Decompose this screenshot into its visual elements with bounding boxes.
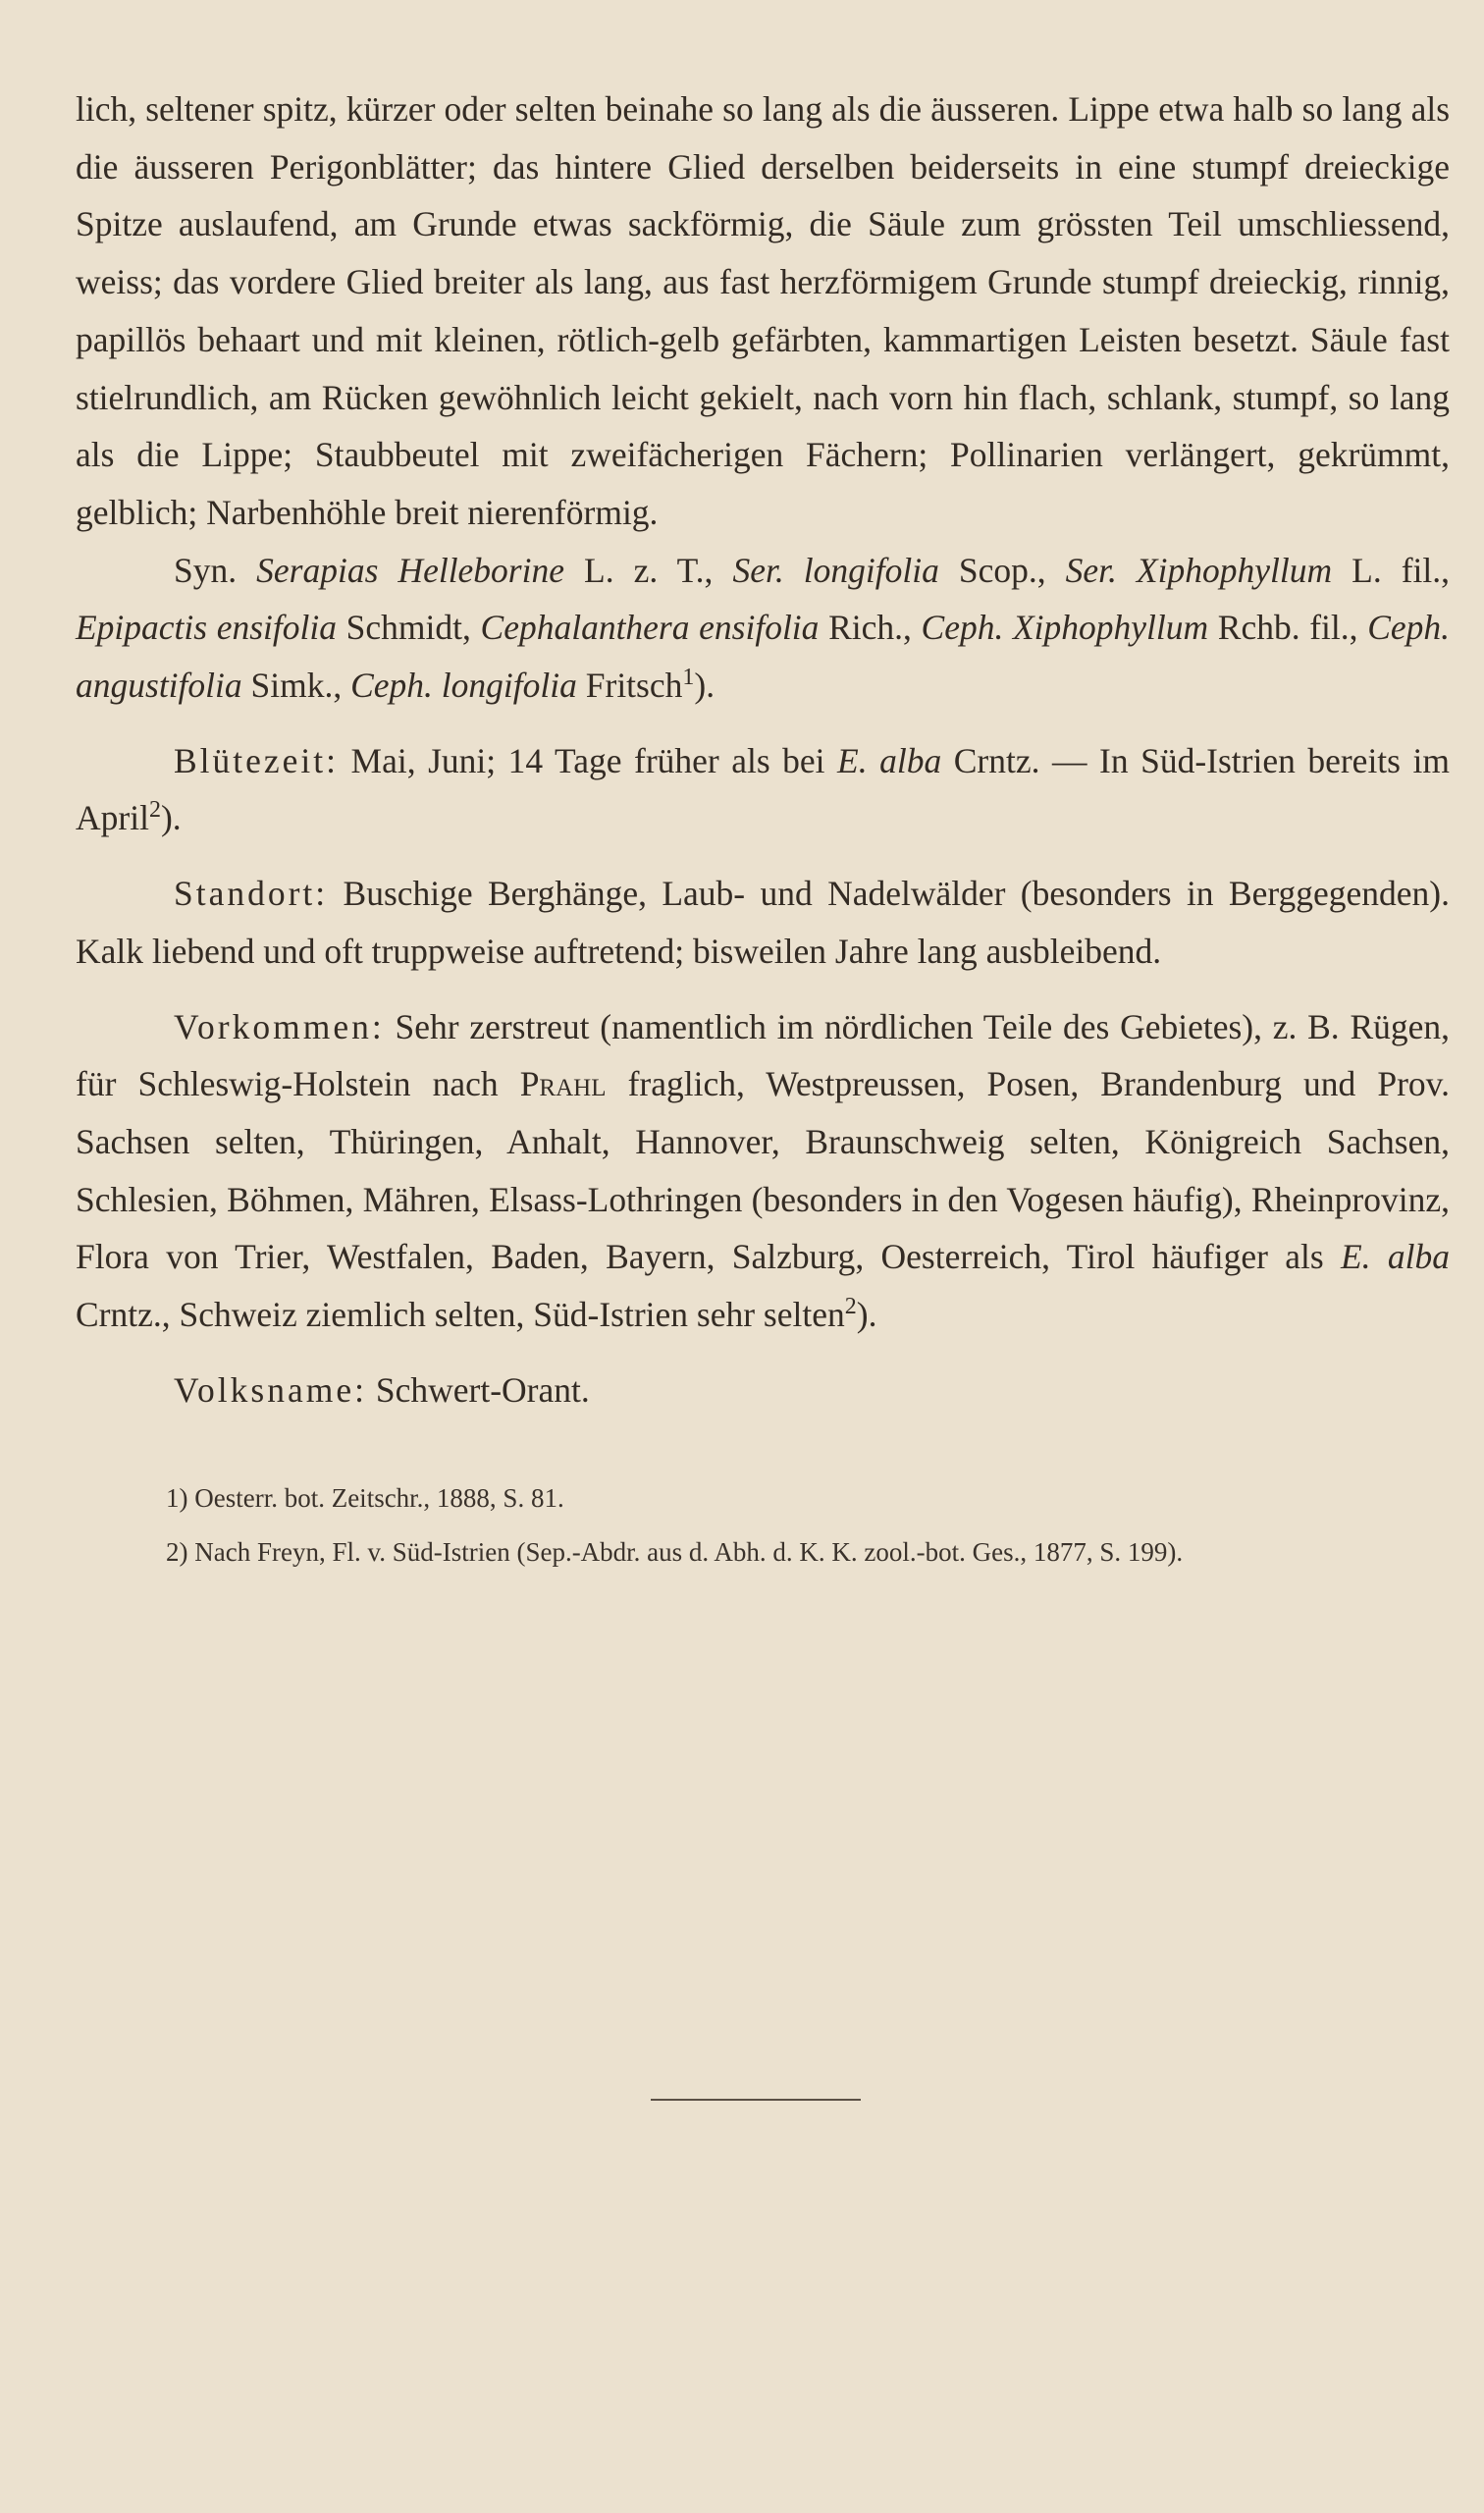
common-name-text: Schwert-Orant. (366, 1369, 590, 1410)
footnote-ref[interactable]: 2 (148, 797, 161, 824)
taxon-name: Ceph. Xiphophyllum (921, 608, 1209, 648)
taxon-name: Ceph. longifolia (350, 666, 577, 706)
taxon-author: Scop., (938, 550, 1066, 590)
synonyms-label: Syn. (174, 550, 238, 590)
footnote-2: 2) Nach Freyn, Fl. v. Süd-Istrien (Sep.-Abdr. aus d. Abh. d. K. K. zool.-bot. Ges., 1877, S. 199). (166, 1537, 1184, 1568)
flowering-label: Blütezeit: (174, 740, 340, 780)
footnote-1: 1) Oesterr. bot. Zeitschr., 1888, S. 81. (166, 1483, 564, 1514)
taxon-author: Rich., (819, 608, 922, 648)
habitat-label: Standort: (174, 874, 329, 914)
author-name: Prahl (519, 1064, 607, 1104)
flowering-paragraph (76, 732, 1450, 847)
footnote-ref[interactable]: 2 (844, 1294, 857, 1320)
taxon-author: L. fil., (1332, 550, 1451, 590)
description-line-1: lich, seltener spitz, kürzer oder selten beinahe so lang als die äusseren. (76, 89, 1060, 129)
taxon-author: L. z. T., (564, 550, 733, 590)
distribution-text: fraglich, Westpreussen, Posen, Brandenburg und Prov. Sachsen selten, Thüringen, Anhalt, Hannover, Braunschweig selten, Königreich Sachsen, Schlesien, Böhmen, Mähren, Elsass-Lothringen (besonders in den Vogesen häufig), Rheinprovinz, Flora von Trier, Westfalen, Baden, Bayern, Salzburg, Oesterreich, Tirol häufiger als (76, 1064, 1451, 1277)
taxon-name: Serapias Helleborine (256, 550, 564, 590)
habitat-text: Buschige Berghänge, Laub- und Nadelwälder (besonders in Berggegenden). Kalk liebend und oft truppweise auftretend; bisweilen Jahre lang ausbleibend. (76, 874, 1450, 971)
taxon-name: Ser. longifolia (732, 550, 939, 590)
common-name-paragraph (76, 1362, 1450, 1419)
punctuation: ). (856, 1295, 877, 1335)
common-name-label: Volksname: (174, 1369, 367, 1410)
distribution-label: Vorkommen: (174, 1006, 385, 1046)
description-paragraph (76, 80, 1450, 542)
taxon-author: Fritsch (576, 666, 683, 706)
taxon-name: Cephalanthera ensifolia (480, 608, 820, 648)
closing-rule (651, 2099, 861, 2101)
distribution-paragraph (76, 998, 1450, 1344)
synonyms-paragraph (76, 542, 1450, 715)
footnote-ref[interactable]: 1 (682, 665, 695, 691)
taxon-name: Epipactis ensifolia (76, 608, 338, 648)
description-text: Lippe etwa halb so lang als die äusseren Perigonblätter; das hintere Glied derselben beiderseits in eine stumpf dreieckige Spitze auslaufend, am Grunde etwas sackförmig, die Säule zum grössten Teil umschliessend, weiss; das vordere Glied breiter als lang, aus fast herzförmigem Grunde stumpf dreieckig, rinnig, papillös behaart und mit kleinen, rötlich-gelb gefärbten, kammartigen Leisten besetzt. Säule fast stielrundlich, am Rücken gewöhnlich leicht gekielt, nach vorn hin flach, schlank, stumpf, so lang als die Lippe; Staubbeutel mit zweifächerigen Fächern; Pollinarien verlängert, gekrümmt, gelblich; Narbenhöhle breit nierenförmig. (76, 89, 1451, 532)
taxon-name: E. alba (837, 740, 942, 780)
flowering-text: Crntz. — In Süd-Istrien bereits im April (76, 740, 1450, 838)
footnotes (76, 1471, 1450, 1579)
habitat-paragraph (76, 865, 1450, 980)
flowering-text: Mai, Juni; 14 Tage früher als bei (339, 740, 838, 780)
taxon-name: Ceph. angustifolia (76, 608, 1450, 706)
distribution-text: Sehr zerstreut (namentlich im nördlichen Teile des Gebietes), z. B. Rügen, für Schleswig-Holstein nach (76, 1006, 1450, 1104)
taxon-name: E. alba (1341, 1237, 1450, 1277)
punctuation: ). (694, 666, 716, 706)
distribution-text: Crntz., Schweiz ziemlich selten, Süd-Istrien sehr selten (76, 1295, 845, 1335)
taxon-name: Ser. Xiphophyllum (1065, 550, 1333, 590)
punctuation: ). (160, 798, 182, 838)
taxon-author: Simk., (241, 666, 351, 706)
taxon-author: Rchb. fil., (1208, 608, 1368, 648)
taxon-author: Schmidt, (337, 608, 481, 648)
